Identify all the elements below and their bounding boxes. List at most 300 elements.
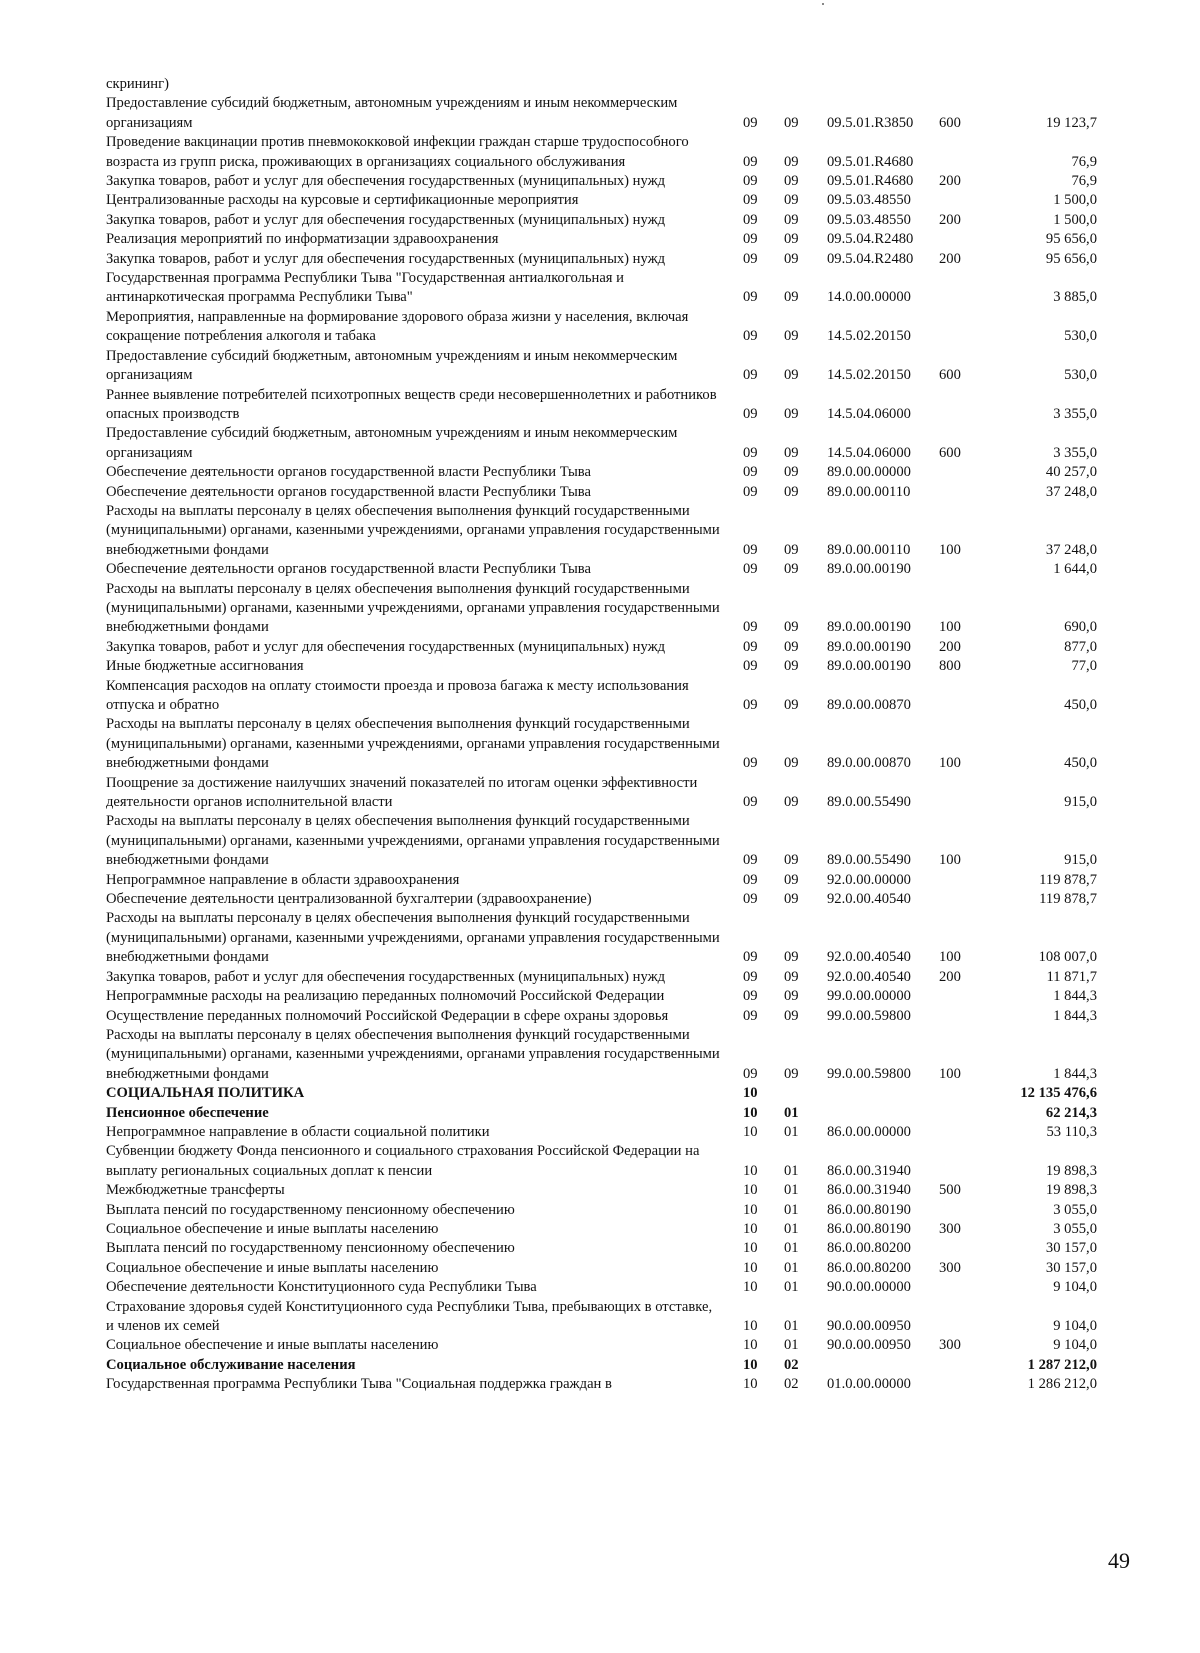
row-name: Мероприятия, направленные на формирование здорового образа жизни у населения, включая сокращение потребления алкоголя и табака (106, 308, 689, 345)
row-subsection-code: 09 (784, 658, 799, 675)
table-row (106, 580, 1121, 638)
row-expense-type-code: 100 (939, 755, 961, 772)
row-name: Социальное обеспечение и иные выплаты населению (106, 1337, 439, 1354)
row-amount: 37 248,0 (1045, 483, 1097, 500)
row-section-code: 09 (743, 153, 758, 170)
table-row (106, 1375, 1121, 1394)
row-amount: 40 257,0 (1045, 464, 1097, 481)
row-expense-type-code (937, 1084, 1007, 1103)
row-expense-type-code: 100 (939, 852, 961, 869)
row-name: Раннее выявление потребителей психотропных веществ среди несовершеннолетних и работников опасных производств (106, 386, 717, 422)
row-amount: 690,0 (1064, 619, 1097, 636)
row-section-code: 10 (743, 1356, 758, 1373)
row-subsection-code: 09 (784, 988, 799, 1005)
row-subsection-code: 09 (784, 1065, 799, 1082)
row-section-code: 09 (743, 328, 758, 345)
table-row (106, 1239, 1121, 1258)
row-target-article-code: 89.0.00.00000 (827, 464, 911, 481)
row-amount: 19 898,3 (1045, 1162, 1097, 1179)
row-subsection-code: 09 (784, 638, 799, 655)
row-name: Социальное обеспечение и иные выплаты населению (106, 1220, 439, 1237)
table-row (106, 638, 1121, 657)
row-section-code: 09 (743, 464, 758, 481)
row-amount: 9 104,0 (1053, 1318, 1097, 1334)
table-row (106, 1220, 1121, 1239)
row-expense-type-code: 800 (939, 658, 961, 675)
table-row (106, 463, 1121, 482)
row-subsection-code: 09 (784, 968, 799, 985)
row-amount: 530,0 (1064, 328, 1097, 345)
row-amount: 530,0 (1064, 367, 1097, 384)
row-subsection-code: 09 (784, 231, 799, 248)
row-amount: 95 656,0 (1045, 231, 1097, 248)
row-target-article-code: 86.0.00.80190 (827, 1201, 911, 1218)
row-section-code: 09 (743, 483, 758, 500)
row-name: Проведение вакцинации против пневмококковой инфекции граждан старше трудоспособного возраста из групп риска, проживающих в организациях социального обслуживания (106, 134, 689, 170)
row-name: Непрограммное направление в области здравоохранения (106, 871, 460, 888)
table-row (106, 172, 1121, 191)
row-target-article-code: 99.0.00.59800 (827, 1065, 911, 1082)
row-name: скрининг) (106, 76, 169, 92)
row-amount: 53 110,3 (1046, 1123, 1097, 1140)
table-row (106, 424, 1121, 463)
row-section-code: 09 (743, 444, 758, 461)
row-target-article-code: 14.5.02.20150 (827, 328, 911, 345)
row-amount: 450,0 (1064, 697, 1097, 713)
row-section-code: 10 (743, 1104, 758, 1121)
row-target-article-code: 86.0.00.00000 (827, 1123, 911, 1140)
row-name: Компенсация расходов на оплату стоимости проезда и провоза багажа к месту использования отпуска и обратно (106, 677, 689, 713)
row-section-code: 09 (743, 697, 758, 713)
row-expense-type-code (937, 230, 1007, 249)
row-section-code: 09 (743, 794, 758, 811)
row-name: Расходы на выплаты персоналу в целях обеспечения выполнения функций государственными (муниципальными) органами, казенными учреждениями, органами управления государственными внебюджетными фондами (106, 910, 720, 966)
row-amount: 3 885,0 (1053, 289, 1097, 306)
section-row (106, 1104, 1121, 1123)
row-amount: 450,0 (1064, 755, 1097, 772)
row-amount: 1 844,3 (1053, 988, 1097, 1005)
row-expense-type-code: 200 (939, 250, 961, 267)
budget-table (106, 75, 1121, 1395)
table-row (106, 1142, 1121, 1181)
row-subsection-code: 01 (784, 1201, 799, 1218)
row-target-article-code: 90.0.00.00000 (827, 1279, 911, 1296)
table-row (106, 308, 1121, 347)
table-row (106, 1298, 1121, 1337)
row-section-code: 10 (743, 1279, 758, 1296)
row-name: Поощрение за достижение наилучших значений показателей по итогам оценки эффективности деятельности органов исполнительной власти (106, 774, 698, 811)
row-expense-type-code (937, 308, 1007, 347)
row-expense-type-code (937, 677, 1007, 716)
row-subsection-code: 09 (784, 464, 799, 481)
row-name: Субвенции бюджету Фонда пенсионного и социального страхования Российской Федерации на выплату региональных социальных доплат к пенсии (106, 1143, 700, 1179)
row-section-code: 10 (743, 1376, 758, 1393)
row-target-article-code: 92.0.00.00000 (827, 871, 911, 888)
row-name: Предоставление субсидий бюджетным, автономным учреждениям и иным некоммерческим организациям (106, 425, 678, 461)
row-name: Предоставление субсидий бюджетным, автономным учреждениям и иным некоммерческим организациям (106, 347, 678, 384)
row-name: СОЦИАЛЬНАЯ ПОЛИТИКА (106, 1085, 305, 1102)
row-target-article-code: 09.5.01.R4680 (827, 153, 914, 170)
row-amount: 915,0 (1064, 852, 1097, 869)
row-subsection-code: 09 (784, 173, 799, 190)
row-expense-type-code (937, 1201, 1007, 1220)
row-target-article-code: 89.0.00.00870 (827, 697, 911, 713)
row-section-code: 09 (743, 891, 758, 908)
table-row (106, 1336, 1121, 1355)
row-subsection-code: 09 (784, 405, 799, 422)
row-expense-type-code (937, 191, 1007, 210)
row-target-article-code: 99.0.00.59800 (827, 1007, 911, 1024)
row-expense-type-code: 600 (939, 114, 961, 131)
row-target-article-code (817, 1104, 937, 1123)
table-row (106, 1181, 1121, 1200)
row-amount: 1 287 212,0 (1027, 1356, 1097, 1373)
row-target-article-code: 89.0.00.00190 (827, 561, 911, 578)
row-target-article-code: 09.5.01.R4680 (827, 173, 914, 190)
row-name: Социальное обеспечение и иные выплаты населению (106, 1259, 439, 1276)
row-name: Пенсионное обеспечение (106, 1104, 269, 1121)
row-target-article-code: 92.0.00.40540 (827, 968, 911, 985)
row-target-article-code: 89.0.00.00110 (827, 483, 911, 500)
row-amount: 19 123,7 (1045, 114, 1097, 131)
row-target-article-code: 14.5.04.06000 (827, 405, 911, 422)
row-subsection-code: 09 (784, 619, 799, 636)
section-row (106, 1356, 1121, 1375)
row-expense-type-code (937, 1142, 1007, 1181)
row-subsection-code: 09 (784, 1007, 799, 1024)
row-section-code: 09 (743, 192, 758, 209)
row-section-code: 09 (743, 367, 758, 384)
row-amount: 37 248,0 (1045, 541, 1097, 558)
row-subsection-code: 01 (784, 1220, 799, 1237)
row-name: Страхование здоровья судей Конституционного суда Республики Тыва, пребывающих в отставке, и членов их семей (106, 1298, 713, 1334)
row-expense-type-code: 300 (939, 1259, 961, 1276)
row-subsection-code: 01 (784, 1182, 799, 1199)
row-name: Централизованные расходы на курсовые и сертификационные мероприятия (106, 192, 579, 209)
row-name: Осуществление переданных полномочий Российской Федерации в сфере охраны здоровья (106, 1007, 669, 1024)
table-row (106, 1123, 1121, 1142)
row-target-article-code: 90.0.00.00950 (827, 1318, 911, 1334)
row-section-code (731, 75, 775, 94)
row-subsection-code: 09 (784, 289, 799, 306)
row-name: Обеспечение деятельности Конституционного суда Республики Тыва (106, 1279, 537, 1296)
row-amount: 62 214,3 (1045, 1104, 1097, 1121)
table-row (106, 269, 1121, 308)
row-target-article-code: 92.0.00.40540 (827, 949, 911, 966)
row-expense-type-code: 600 (939, 367, 961, 384)
row-subsection-code: 09 (784, 153, 799, 170)
row-subsection-code: 02 (784, 1356, 799, 1373)
row-subsection-code: 01 (784, 1279, 799, 1296)
row-section-code: 10 (743, 1240, 758, 1257)
row-amount: 1 500,0 (1053, 211, 1097, 228)
table-row (106, 191, 1121, 210)
row-expense-type-code: 300 (939, 1220, 961, 1237)
row-section-code: 09 (743, 619, 758, 636)
row-name: Непрограммное направление в области социальной политики (106, 1123, 490, 1140)
row-target-article-code: 09.5.04.R2480 (827, 250, 914, 267)
row-name: Выплата пенсий по государственному пенсионному обеспечению (106, 1201, 515, 1218)
row-subsection-code: 02 (784, 1376, 799, 1393)
row-expense-type-code: 100 (939, 949, 961, 966)
row-expense-type-code: 600 (939, 444, 961, 461)
row-name: Расходы на выплаты персоналу в целях обеспечения выполнения функций государственными (муниципальными) органами, казенными учреждениями, органами управления государственными внебюджетными фондами (106, 716, 720, 772)
row-target-article-code: 89.0.00.00190 (827, 619, 911, 636)
table-row (106, 1201, 1121, 1220)
table-row (106, 657, 1121, 676)
row-target-article-code: 89.0.00.00870 (827, 755, 911, 772)
row-subsection-code: 09 (784, 114, 799, 131)
row-name: Государственная программа Республики Тыва "Социальная поддержка граждан в (106, 1376, 612, 1393)
row-amount: 9 104,0 (1053, 1279, 1097, 1296)
row-target-article-code: 89.0.00.00110 (827, 541, 911, 558)
row-expense-type-code (937, 386, 1007, 425)
row-amount: 3 355,0 (1053, 444, 1097, 461)
row-amount: 19 898,3 (1045, 1182, 1097, 1199)
row-target-article-code: 86.0.00.80190 (827, 1220, 911, 1237)
row-amount: 3 055,0 (1053, 1201, 1097, 1218)
row-name: Закупка товаров, работ и услуг для обеспечения государственных (муниципальных) нужд (106, 211, 666, 228)
row-amount: 915,0 (1064, 794, 1097, 811)
row-amount: 76,9 (1071, 173, 1097, 190)
row-amount: 11 871,7 (1046, 968, 1097, 985)
row-section-code: 10 (743, 1318, 758, 1334)
row-amount: 95 656,0 (1045, 250, 1097, 267)
row-name: Иные бюджетные ассигнования (106, 658, 304, 675)
table-row (106, 968, 1121, 987)
row-target-article-code: 09.5.01.R3850 (827, 114, 914, 131)
table-row (106, 75, 1121, 94)
row-section-code: 09 (743, 231, 758, 248)
table-row (106, 774, 1121, 813)
row-amount: 1 644,0 (1053, 561, 1097, 578)
row-name: Государственная программа Республики Тыва "Государственная антиалкогольная и антинаркотическая программа Республики Тыва" (106, 270, 624, 306)
row-subsection-code: 09 (784, 852, 799, 869)
row-subsection-code: 09 (784, 328, 799, 345)
table-row (106, 230, 1121, 249)
row-expense-type-code: 100 (939, 541, 961, 558)
row-target-article-code: 14.5.04.06000 (827, 444, 911, 461)
row-name: Обеспечение деятельности органов государственной власти Республики Тыва (106, 483, 591, 500)
row-amount: 877,0 (1064, 638, 1097, 655)
row-section-code: 09 (743, 638, 758, 655)
row-section-code: 10 (743, 1201, 758, 1218)
row-subsection-code: 09 (784, 211, 799, 228)
row-amount: 12 135 476,6 (1020, 1085, 1097, 1102)
row-section-code: 09 (743, 1065, 758, 1082)
row-name: Расходы на выплаты персоналу в целях обеспечения выполнения функций государственными (муниципальными) органами, казенными учреждениями, органами управления государственными внебюджетными фондами (106, 813, 720, 869)
row-expense-type-code (937, 1104, 1007, 1123)
row-subsection-code: 09 (784, 891, 799, 908)
row-section-code: 09 (743, 968, 758, 985)
row-amount: 3 055,0 (1053, 1220, 1097, 1237)
section-row (106, 1084, 1121, 1103)
row-target-article-code (817, 1084, 937, 1103)
row-amount: 77,0 (1071, 658, 1097, 675)
row-subsection-code (775, 1084, 817, 1103)
row-expense-type-code: 200 (939, 638, 961, 655)
row-expense-type-code (937, 75, 1007, 94)
table-row (106, 386, 1121, 425)
row-expense-type-code: 300 (939, 1337, 961, 1354)
row-expense-type-code (937, 1375, 1007, 1394)
row-expense-type-code (937, 1298, 1007, 1337)
row-expense-type-code (937, 463, 1007, 482)
row-subsection-code: 01 (784, 1240, 799, 1257)
row-expense-type-code (937, 133, 1007, 172)
row-subsection-code: 09 (784, 483, 799, 500)
row-section-code: 10 (743, 1259, 758, 1276)
row-expense-type-code (937, 774, 1007, 813)
scan-speck (822, 3, 824, 5)
row-target-article-code: 89.0.00.00190 (827, 658, 911, 675)
row-target-article-code: 09.5.04.R2480 (827, 231, 914, 248)
row-section-code: 10 (743, 1123, 758, 1140)
row-target-article-code: 86.0.00.31940 (827, 1162, 911, 1179)
row-amount: 76,9 (1071, 153, 1097, 170)
row-expense-type-code (937, 987, 1007, 1006)
row-section-code: 10 (743, 1220, 758, 1237)
row-target-article-code: 90.0.00.00950 (827, 1337, 911, 1354)
row-section-code: 09 (743, 114, 758, 131)
row-subsection-code: 09 (784, 949, 799, 966)
row-section-code: 09 (743, 852, 758, 869)
table-row (106, 133, 1121, 172)
row-name: Закупка товаров, работ и услуг для обеспечения государственных (муниципальных) нужд (106, 250, 666, 267)
row-amount: 30 157,0 (1045, 1259, 1097, 1276)
table-row (106, 502, 1121, 560)
row-section-code: 09 (743, 988, 758, 1005)
row-amount: 3 355,0 (1053, 405, 1097, 422)
table-row (106, 871, 1121, 890)
row-expense-type-code: 200 (939, 173, 961, 190)
row-target-article-code: 89.0.00.55490 (827, 852, 911, 869)
table-row (106, 1259, 1121, 1278)
row-section-code: 09 (743, 211, 758, 228)
row-expense-type-code (937, 1356, 1007, 1375)
row-target-article-code: 86.0.00.80200 (827, 1259, 911, 1276)
row-name: Расходы на выплаты персоналу в целях обеспечения выполнения функций государственными (муниципальными) органами, казенными учреждениями, органами управления государственными внебюджетными фондами (106, 502, 720, 558)
row-expense-type-code: 200 (939, 968, 961, 985)
table-row (106, 812, 1121, 870)
row-name: Выплата пенсий по государственному пенсионному обеспечению (106, 1240, 515, 1257)
row-section-code: 09 (743, 173, 758, 190)
row-expense-type-code (937, 483, 1007, 502)
row-section-code: 09 (743, 658, 758, 675)
row-subsection-code: 01 (784, 1123, 799, 1140)
table-row (106, 250, 1121, 269)
row-subsection-code: 01 (784, 1337, 799, 1354)
row-name: Предоставление субсидий бюджетным, автономным учреждениям и иным некоммерческим организациям (106, 95, 678, 131)
row-target-article-code (817, 1356, 937, 1375)
row-name: Непрограммные расходы на реализацию переданных полномочий Российской Федерации (106, 988, 665, 1005)
row-subsection-code: 09 (784, 871, 799, 888)
row-subsection-code: 09 (784, 697, 799, 713)
row-subsection-code: 09 (784, 192, 799, 209)
row-amount (1007, 75, 1121, 94)
row-target-article-code: 14.5.02.20150 (827, 367, 911, 384)
row-name: Межбюджетные трансферты (106, 1182, 285, 1199)
row-expense-type-code (937, 1278, 1007, 1297)
table-row (106, 1007, 1121, 1026)
row-amount: 119 878,7 (1039, 871, 1097, 888)
budget-table-body (106, 75, 1121, 1395)
row-section-code: 09 (743, 871, 758, 888)
row-amount: 119 878,7 (1039, 891, 1097, 908)
table-row (106, 94, 1121, 133)
row-expense-type-code (937, 871, 1007, 890)
table-row (106, 987, 1121, 1006)
row-subsection-code: 01 (784, 1162, 799, 1179)
table-row (106, 677, 1121, 716)
row-section-code: 09 (743, 1007, 758, 1024)
row-amount: 1 500,0 (1053, 192, 1097, 209)
row-section-code: 09 (743, 755, 758, 772)
row-section-code: 09 (743, 405, 758, 422)
row-target-article-code: 86.0.00.31940 (827, 1182, 911, 1199)
row-section-code: 09 (743, 289, 758, 306)
row-subsection-code: 01 (784, 1259, 799, 1276)
row-subsection-code (775, 75, 817, 94)
row-amount: 9 104,0 (1053, 1337, 1097, 1354)
table-row (106, 715, 1121, 773)
row-section-code: 10 (743, 1162, 758, 1179)
row-target-article-code: 99.0.00.00000 (827, 988, 911, 1005)
row-expense-type-code: 200 (939, 211, 961, 228)
row-expense-type-code (937, 1239, 1007, 1258)
row-name: Закупка товаров, работ и услуг для обеспечения государственных (муниципальных) нужд (106, 968, 666, 985)
row-subsection-code: 09 (784, 755, 799, 772)
row-expense-type-code: 100 (939, 619, 961, 636)
row-target-article-code: 09.5.03.48550 (827, 211, 911, 228)
table-row (106, 1026, 1121, 1084)
page-number: 49 (1108, 1548, 1130, 1573)
row-section-code: 10 (743, 1337, 758, 1354)
row-name: Социальное обслуживание населения (106, 1356, 356, 1373)
row-target-article-code: 14.0.00.00000 (827, 289, 911, 306)
row-target-article-code: 89.0.00.55490 (827, 794, 911, 811)
row-target-article-code: 92.0.00.40540 (827, 891, 911, 908)
row-subsection-code: 09 (784, 367, 799, 384)
table-row (106, 909, 1121, 967)
row-amount: 108 007,0 (1038, 949, 1097, 966)
table-row (106, 560, 1121, 579)
row-target-article-code: 89.0.00.00190 (827, 638, 911, 655)
row-name: Расходы на выплаты персоналу в целях обеспечения выполнения функций государственными (муниципальными) органами, казенными учреждениями, органами управления государственными внебюджетными фондами (106, 1026, 720, 1082)
row-subsection-code: 01 (784, 1318, 799, 1334)
row-name: Обеспечение деятельности органов государственной власти Республики Тыва (106, 464, 591, 481)
row-section-code: 09 (743, 949, 758, 966)
row-name: Закупка товаров, работ и услуг для обеспечения государственных (муниципальных) нужд (106, 638, 666, 655)
row-section-code: 09 (743, 561, 758, 578)
row-name: Обеспечение деятельности централизованной бухгалтерии (здравоохранение) (106, 891, 592, 908)
row-amount: 30 157,0 (1045, 1240, 1097, 1257)
table-row (106, 1278, 1121, 1297)
row-expense-type-code (937, 890, 1007, 909)
row-expense-type-code (937, 269, 1007, 308)
row-section-code: 09 (743, 541, 758, 558)
row-target-article-code: 01.0.00.00000 (827, 1376, 911, 1393)
row-subsection-code: 09 (784, 250, 799, 267)
row-expense-type-code: 100 (939, 1065, 961, 1082)
row-subsection-code: 01 (784, 1104, 799, 1121)
row-name: Закупка товаров, работ и услуг для обеспечения государственных (муниципальных) нужд (106, 173, 666, 190)
row-expense-type-code (937, 1007, 1007, 1026)
row-expense-type-code: 500 (939, 1182, 961, 1199)
row-name: Обеспечение деятельности органов государственной власти Республики Тыва (106, 561, 591, 578)
table-row (106, 211, 1121, 230)
row-target-article-code (817, 75, 937, 94)
